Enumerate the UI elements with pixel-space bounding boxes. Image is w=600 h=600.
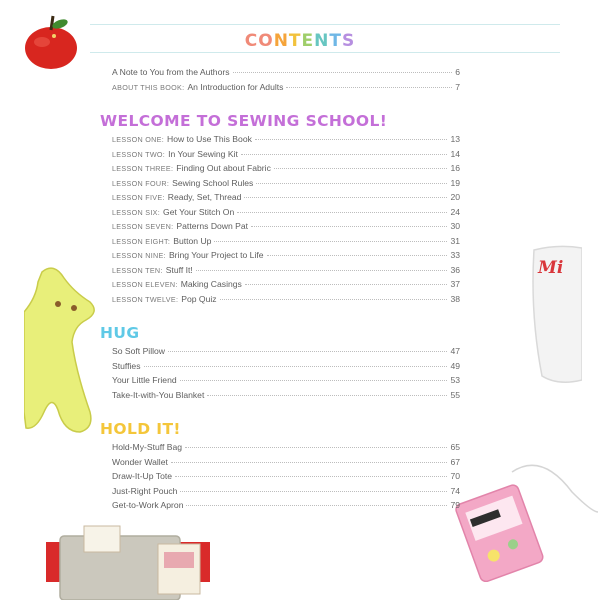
toc-page-number: 55 — [450, 389, 460, 400]
leader-dots — [175, 476, 447, 477]
toc-page-number: 67 — [450, 456, 460, 467]
leader-dots — [180, 491, 447, 492]
toc-entry-title: A Note to You from the Authors — [112, 67, 230, 77]
title-letter: T — [329, 31, 342, 51]
toc-entry[interactable] — [112, 390, 460, 404]
toc-entry-title: Making Casings — [180, 279, 242, 289]
leader-dots — [251, 226, 447, 227]
leader-dots — [241, 154, 448, 155]
toc-entry-title: Your Little Friend — [112, 375, 177, 385]
toc-page-number: 53 — [450, 375, 460, 385]
toc-entry-title: Just-Right Pouch — [112, 485, 178, 496]
toc-page-number: 37 — [450, 279, 460, 289]
leader-dots — [237, 212, 447, 213]
toc-page-number: 7 — [455, 82, 460, 92]
toc-entry-prefix: LESSON SEVEN: — [112, 222, 174, 231]
toc-entry[interactable] — [112, 192, 460, 206]
leader-dots — [286, 87, 452, 88]
toc-entry[interactable] — [112, 500, 460, 514]
toc-entry-prefix: LESSON FOUR: — [112, 178, 170, 188]
section-heading-hold: HOLD IT! — [100, 420, 181, 438]
title-letter: S — [342, 31, 356, 51]
apple-pincushion-icon — [18, 12, 84, 72]
toc-page-number: 38 — [450, 293, 460, 304]
leader-dots — [245, 284, 448, 285]
toc-entry[interactable] — [112, 82, 460, 96]
toc-entry-title: Bring Your Project to Life — [168, 250, 264, 260]
toc-entry-title: Take-It-with-You Blanket — [112, 389, 205, 400]
toc-entry[interactable] — [112, 163, 460, 177]
leader-dots — [267, 255, 448, 256]
toc-entry[interactable] — [112, 346, 460, 360]
toc-entry[interactable] — [112, 457, 460, 471]
toc-entry-prefix: LESSON TWO: — [112, 149, 166, 159]
toc-entry-title: Ready, Set, Thread — [167, 192, 242, 202]
toc-entry[interactable] — [112, 442, 460, 456]
leader-dots — [256, 183, 447, 184]
toc-page-number: 36 — [450, 264, 460, 275]
toc-page-number: 47 — [450, 346, 460, 356]
leader-dots — [196, 270, 448, 271]
toc-entry-prefix: LESSON THREE: — [112, 164, 174, 173]
title-letter: E — [301, 31, 315, 51]
toc-entry[interactable] — [112, 134, 460, 148]
toc-entry[interactable] — [112, 250, 460, 264]
toc-entry[interactable] — [112, 149, 460, 163]
toc-entry[interactable] — [112, 375, 460, 389]
toc-entry-title: Sewing School Rules — [172, 177, 254, 188]
toc — [112, 0, 460, 600]
title-letter: O — [258, 31, 274, 51]
leader-dots — [214, 241, 447, 242]
title-letter: T — [288, 31, 302, 51]
leader-dots — [244, 197, 447, 198]
toc-page-number: 79 — [450, 500, 460, 510]
leader-dots — [180, 380, 448, 381]
leader-dots — [255, 139, 448, 140]
toc-entry-title: Pop Quiz — [181, 293, 217, 304]
toc-entry-title: Get-to-Work Apron — [112, 500, 184, 510]
toc-page-number: 19 — [450, 177, 460, 188]
toc-entry[interactable] — [112, 221, 460, 235]
section-heading-welcome: WELCOME TO SEWING SCHOOL! — [100, 112, 388, 130]
toc-entry-title: Stuff It! — [165, 264, 193, 275]
toc-entry[interactable] — [112, 236, 460, 250]
toc-page-number: 31 — [450, 235, 460, 246]
toc-entry[interactable] — [112, 67, 460, 81]
toc-entry-title: Finding Out about Fabric — [176, 163, 271, 173]
toc-entry[interactable] — [112, 207, 460, 221]
toc-entry-prefix: LESSON SIX: — [112, 207, 161, 217]
toc-page-number: 49 — [450, 360, 460, 371]
leader-dots — [207, 395, 447, 396]
toc-page-number: 24 — [450, 206, 460, 217]
toc-entry-title: An Introduction for Adults — [187, 82, 284, 92]
toc-entry-prefix: LESSON ONE: — [112, 135, 165, 144]
toc-entry-title: Hold-My-Stuff Bag — [112, 442, 183, 452]
section-heading-hug: HUG — [100, 324, 140, 342]
toc-entry-prefix: LESSON NINE: — [112, 251, 166, 260]
leader-dots — [171, 462, 448, 463]
leader-dots — [144, 366, 448, 367]
toc-entry-title: So Soft Pillow — [112, 346, 166, 356]
toc-page-number: 16 — [450, 163, 460, 173]
toc-entry-prefix: LESSON ELEVEN: — [112, 280, 178, 289]
toc-entry[interactable] — [112, 279, 460, 293]
toc-entry[interactable] — [112, 361, 460, 375]
toc-entry-title: Wonder Wallet — [112, 456, 168, 467]
leader-dots — [168, 351, 447, 352]
toc-entry-prefix: LESSON TEN: — [112, 265, 163, 275]
leader-dots — [186, 505, 447, 506]
pillow-lettering: Mi — [538, 258, 564, 278]
toc-page-number: 14 — [450, 148, 460, 159]
toc-page-number: 70 — [450, 471, 460, 481]
title-letter: N — [314, 31, 330, 51]
title-letter: C — [244, 31, 259, 51]
toc-page-number: 13 — [450, 134, 460, 144]
toc-entry-title: Draw-It-Up Tote — [112, 471, 173, 481]
toc-entry[interactable] — [112, 265, 460, 279]
toc-entry-title: Stuffies — [112, 360, 141, 371]
leader-dots — [233, 72, 453, 73]
toc-page-number: 33 — [450, 250, 460, 260]
toc-entry[interactable] — [112, 486, 460, 500]
pouch-icon — [452, 452, 600, 582]
leader-dots — [185, 447, 447, 448]
leader-dots — [274, 168, 448, 169]
title-letter: N — [273, 31, 289, 51]
toc-entry-title: How to Use This Book — [167, 134, 252, 144]
toc-entry[interactable] — [112, 294, 460, 308]
toc-page-number: 74 — [450, 485, 460, 496]
toc-entry-prefix: ABOUT THIS BOOK: — [112, 83, 185, 92]
toc-entry-title: Get Your Stitch On — [163, 206, 235, 217]
toc-entry-title: Patterns Down Pat — [176, 221, 249, 231]
leader-dots — [220, 299, 448, 300]
stuffie-toy-icon — [24, 262, 100, 438]
toc-page-number: 30 — [450, 221, 460, 231]
toc-entry-prefix: LESSON TWELVE: — [112, 294, 179, 304]
toc-entry[interactable] — [112, 471, 460, 485]
toc-entry-title: Button Up — [173, 235, 212, 246]
toc-page-number: 20 — [450, 192, 460, 202]
toc-page-number: 6 — [455, 67, 460, 77]
toc-entry[interactable] — [112, 178, 460, 192]
toc-entry-prefix: LESSON EIGHT: — [112, 236, 171, 246]
toc-entry-prefix: LESSON FIVE: — [112, 193, 165, 202]
toc-page-number: 65 — [450, 442, 460, 452]
toc-entry-title: In Your Sewing Kit — [168, 148, 238, 159]
